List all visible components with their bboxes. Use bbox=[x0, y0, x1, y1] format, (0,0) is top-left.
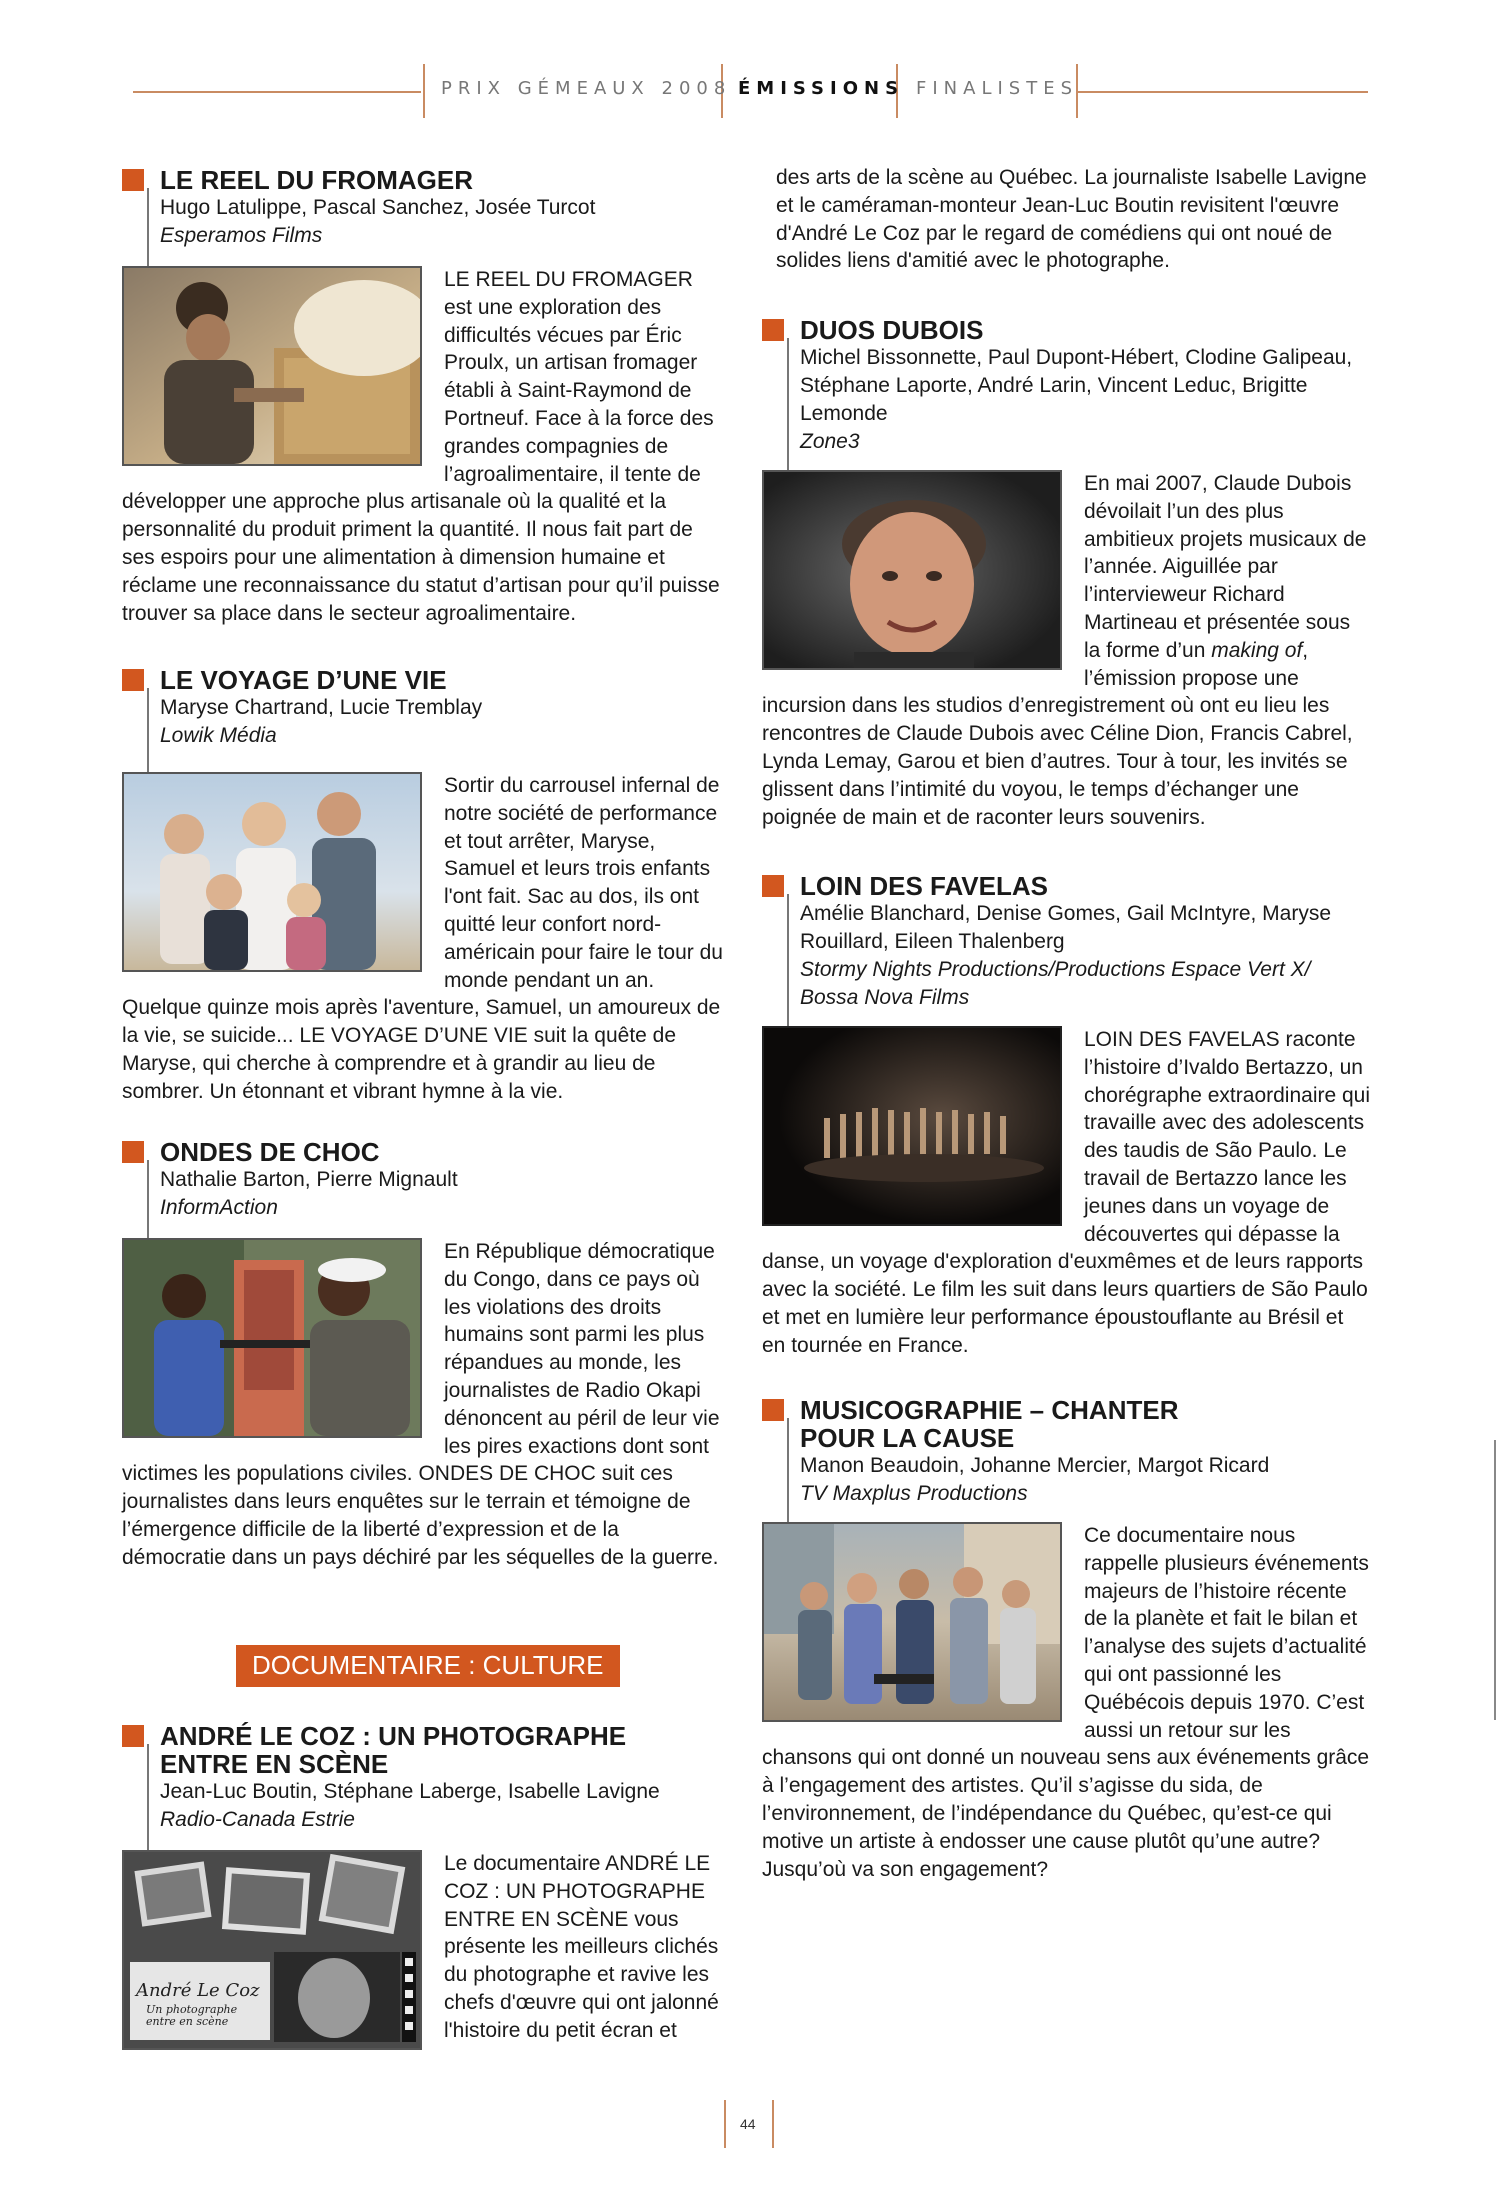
article-credits: Hugo Latulippe, Pascal Sanchez, Josée Turcot bbox=[160, 196, 596, 219]
photo-caption-title: André Le Coz bbox=[136, 1980, 260, 2001]
article-producer: Stormy Nights Productions/Productions Espace Vert X/ Bossa Nova Films bbox=[800, 958, 1311, 1009]
article-text-continued: des arts de la scène au Québec. La journaliste Isabelle Lavigne et le caméraman-monteur Jean-Luc Boutin revisitent l'œuvre d'André Le Coz par le regard de comédiens qui ont noué de solides liens d'amitié avec le photographe. bbox=[776, 166, 1367, 273]
article-header bbox=[762, 1396, 1372, 1508]
photo-family bbox=[122, 772, 422, 972]
article-text: LE REEL DU FROMAGER est une exploration des difficultés vécues par Éric Proulx, un artisan fromager établi à Saint-Raymond de Portneuf. Face à la force des grandes compagnies de l’agroalimentaire, il tente de développer une approche plus artisanale où la qualité et la personnalité du produit priment la quantité. Il nous fait part de ses espoirs pour une alimentation à dimension humaine et réclame une reconnaissance du statut d’artisan pour qu’il puisse trouver sa place dans le secteur agroalimentaire. bbox=[122, 268, 720, 625]
article-header bbox=[122, 666, 724, 750]
photo-cheesemaker-image bbox=[124, 268, 420, 464]
article-producer: Radio-Canada Estrie bbox=[160, 1808, 355, 1831]
article-header bbox=[122, 1722, 724, 1834]
article-duos-dubois bbox=[762, 316, 1372, 831]
orange-square-bullet bbox=[122, 669, 144, 691]
orange-square-bullet bbox=[762, 1399, 784, 1421]
photo-group-men bbox=[762, 1522, 1062, 1722]
article-voyage-dune-vie bbox=[122, 666, 724, 1106]
header-rule-right bbox=[1078, 91, 1368, 93]
orange-square-bullet bbox=[762, 319, 784, 341]
article-header bbox=[762, 316, 1372, 456]
article-ondes-de-choc bbox=[122, 1138, 724, 1572]
photo-dancers bbox=[762, 1026, 1062, 1226]
article-producer: TV Maxplus Productions bbox=[800, 1482, 1028, 1505]
article-credits: Michel Bissonnette, Paul Dupont-Hébert, Clodine Galipeau, Stéphane Laporte, André Larin, Vincent Leduc, Brigitte Lemonde bbox=[800, 346, 1353, 425]
header-separator bbox=[423, 64, 425, 118]
orange-square-bullet bbox=[122, 1725, 144, 1747]
header-prix-gemeaux: PRIX GÉMEAUX 2008 bbox=[441, 78, 732, 99]
article-title: LE VOYAGE D’UNE VIE bbox=[160, 665, 447, 695]
section-label-documentaire-culture: DOCUMENTAIRE : CULTURE bbox=[236, 1645, 620, 1687]
article-credits: Amélie Blanchard, Denise Gomes, Gail McIntyre, Maryse Rouillard, Eileen Thalenberg bbox=[800, 902, 1332, 953]
article-header bbox=[762, 872, 1372, 1012]
orange-square-bullet bbox=[762, 875, 784, 897]
photo-family-image bbox=[124, 774, 420, 970]
article-title: MUSICOGRAPHIE – CHANTER POUR LA CAUSE bbox=[800, 1395, 1179, 1453]
article-text-part-1: En mai 2007, Claude Dubois dévoilait l’un des plus ambitieux projets musicaux de l’année. Aiguillée par l’intervieweur Richard Martineau et présentée sous la forme d’un bbox=[1084, 472, 1367, 662]
article-credits: Jean-Luc Boutin, Stéphane Laberge, Isabelle Lavigne bbox=[160, 1780, 660, 1803]
article-body bbox=[122, 1238, 724, 1572]
photo-group-men-image bbox=[764, 1524, 1060, 1720]
page-edge-mark bbox=[1494, 1440, 1496, 1720]
article-andre-le-coz-continued bbox=[776, 164, 1372, 275]
article-header bbox=[122, 1138, 724, 1222]
orange-square-bullet bbox=[122, 169, 144, 191]
article-title: LOIN DES FAVELAS bbox=[800, 871, 1048, 901]
header-vertical-rule bbox=[787, 338, 789, 492]
article-body bbox=[122, 772, 724, 1106]
article-loin-des-favelas bbox=[762, 872, 1372, 1360]
article-andre-le-coz bbox=[122, 1722, 724, 2054]
header-emissions: ÉMISSIONS bbox=[738, 78, 905, 99]
photo-claude-dubois-image bbox=[764, 472, 1060, 668]
article-credits: Maryse Chartrand, Lucie Tremblay bbox=[160, 696, 483, 719]
page-number-separator bbox=[724, 2100, 726, 2148]
header-finalistes: FINALISTES bbox=[916, 78, 1078, 99]
article-musicographie bbox=[762, 1396, 1372, 1883]
article-body bbox=[762, 1522, 1372, 1883]
article-body bbox=[122, 1850, 724, 2054]
article-producer: Esperamos Films bbox=[160, 224, 323, 247]
photo-claude-dubois bbox=[762, 470, 1062, 670]
article-body bbox=[762, 1026, 1372, 1360]
article-text: Ce documentaire nous rappelle plusieurs événements majeurs de l’histoire récente de la planète et fait le bilan et l’analyse des sujets d’actualité qui ont passionné les Québécois depuis 1970. C’est aussi un retour sur les chansons qui ont donné un nouveau sens aux événements grâce à l’engagement des artistes. Qu’il s’agisse du sida, de l’environnement, de l’indépendance du Québec, qu’est-ce qui motive un artiste à endosser une cause plutôt qu’une autre? Jusqu’où va son engagement? bbox=[762, 1524, 1370, 1881]
article-text: LOIN DES FAVELAS raconte l’histoire d’Ivaldo Bertazzo, un chorégraphe extraordinaire qui travaille avec des adolescents des taudis de São Paulo. Le travail de Bertazzo lance les jeunes dans un voyage de découvertes qui dépasse la danse, un voyage d'exploration d'euxmêmes et de leurs rapports avec la société. Le film les suit dans leurs quartiers de São Paulo et met en lumière leur performance époustouflante au Brésil et en tournée en France. bbox=[762, 1028, 1371, 1357]
article-text: En République démocratique du Congo, dans ce pays où les violations des droits humains sont parmi les plus répandues au monde, les journalistes de Radio Okapi dénoncent au péril de leur vie les pires exactions dont sont victimes les populations civiles. ONDES DE CHOC suit ces journalistes dans leurs enquêtes sur le terrain et témoigne de l’émergence difficile de la liberté d’expression et de la démocratie dans un pays déchiré par les séquelles de la guerre. bbox=[122, 1240, 720, 1569]
article-title: DUOS DUBOIS bbox=[800, 315, 984, 345]
article-title: ANDRÉ LE COZ : UN PHOTOGRAPHE ENTRE EN SCÈNE bbox=[160, 1721, 627, 1779]
photo-dancers-image bbox=[764, 1028, 1060, 1224]
article-body bbox=[122, 266, 724, 627]
article-text-emphasis: making of bbox=[1211, 638, 1303, 662]
page-number: 44 bbox=[740, 2116, 756, 2132]
article-title: ONDES DE CHOC bbox=[160, 1137, 380, 1167]
article-body bbox=[762, 470, 1372, 831]
photo-cheesemaker bbox=[122, 266, 422, 466]
header-rule-left bbox=[133, 91, 421, 93]
article-credits: Nathalie Barton, Pierre Mignault bbox=[160, 1168, 458, 1191]
photo-caption-subtitle: Un photographe entre en scène bbox=[146, 2003, 238, 2028]
orange-square-bullet bbox=[122, 1141, 144, 1163]
photo-interview-image bbox=[124, 1240, 420, 1436]
photo-interview bbox=[122, 1238, 422, 1438]
header-vertical-rule bbox=[787, 894, 789, 1048]
article-title: LE REEL DU FROMAGER bbox=[160, 165, 473, 195]
article-producer: Zone3 bbox=[800, 430, 860, 453]
article-text: Le documentaire ANDRÉ LE COZ : UN PHOTOGRAPHE ENTRE EN SCÈNE vous présente les meilleurs clichés du photographe et ravive les chefs d'œuvre qui ont jalonné l'histoire du petit écran et bbox=[444, 1852, 719, 2042]
article-text-part-2: , l’émission propose une incursion dans les studios d’enregistrement où ont eu lieu les rencontres de Claude Dubois avec Céline Dion, Francis Cabrel, Lynda Lemay, Garou et bien d’autres. Tour à tour, les invités se glissent dans l’intimité du voyou, le temps d’échanger une poignée de main et de raconter leurs souvenirs. bbox=[762, 638, 1353, 829]
photo-le-coz-collage bbox=[122, 1850, 422, 2050]
article-credits: Manon Beaudoin, Johanne Mercier, Margot Ricard bbox=[800, 1454, 1270, 1477]
article-reel-du-fromager bbox=[122, 166, 724, 627]
article-text: Sortir du carrousel infernal de notre société de performance et tout arrêter, Maryse, Samuel et leurs trois enfants l'ont fait. Sac au dos, ils ont quitté leur confort nord-américain pour faire le tour du monde pendant un an. Quelque quinze mois après l'aventure, Samuel, un amoureux de la vie, se suicide... LE VOYAGE D’UNE VIE suit la quête de Maryse, qui cherche à comprendre et à grandir au lieu de sombrer. Un étonnant et vibrant hymne à la vie. bbox=[122, 774, 723, 1103]
article-producer: Lowik Média bbox=[160, 724, 277, 747]
page-number-separator bbox=[772, 2100, 774, 2148]
article-producer: InformAction bbox=[160, 1196, 278, 1219]
article-header bbox=[122, 166, 724, 250]
